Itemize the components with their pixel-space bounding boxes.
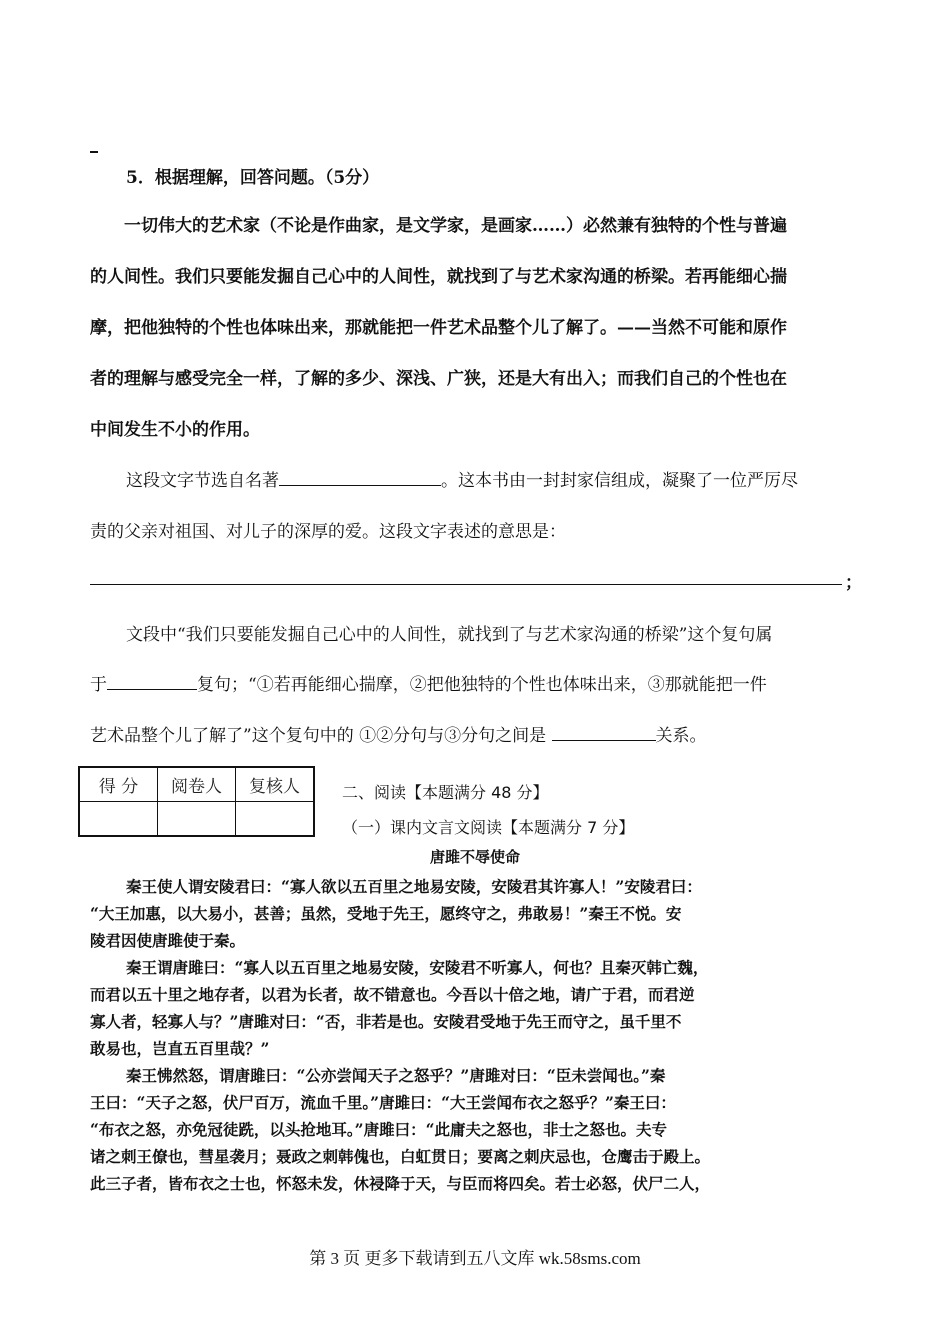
page-footer: 第 3 页 更多下载请到五八文库 wk.58sms.com — [309, 1249, 641, 1268]
grader-cell[interactable] — [158, 802, 236, 837]
classical-line-5: 而君以五十里之地存者，以君为长者，故不错意也。今吾以十倍之地，请广于君，而君逆 — [90, 985, 695, 1004]
classical-line-6: 寡人者，轻寡人与？”唐雎对曰：“否，非若是也。安陵君受地于先王而守之，虽千里不 — [90, 1012, 682, 1031]
passage-title: 唐雎不辱使命 — [429, 848, 520, 866]
score-table-header-row — [79, 767, 314, 802]
question-5-heading: 5．根据理解，回答问题。（5分） — [126, 168, 380, 188]
score-table — [78, 766, 315, 837]
section-2-heading: 二、阅读【本题满分 48 分】 — [342, 783, 549, 802]
answer-semicolon: ； — [845, 573, 862, 593]
classical-line-7: 敢易也，岂直五百里哉？” — [90, 1039, 270, 1058]
question-line-5-text-b: 关系。 — [655, 726, 707, 746]
classical-line-10: “布衣之怒，亦免冠徒跣，以头抢地耳。”唐雎曰：“此庸夫之怒也，非士之怒也。夫专 — [90, 1120, 667, 1139]
reviewer-cell[interactable] — [236, 802, 315, 837]
margin-mark — [90, 151, 98, 153]
question-line-5 — [90, 721, 707, 746]
book-title-blank[interactable] — [279, 471, 441, 486]
classical-line-4: 秦王谓唐雎曰：“寡人以五百里之地易安陵，安陵君不听寡人，何也？且秦灭韩亡魏， — [126, 958, 709, 977]
passage-line-2: 的人间性。我们只要能发掘自己心中的人间性，就找到了与艺术家沟通的桥梁。若再能细心揣 — [90, 267, 787, 287]
relation-blank[interactable] — [552, 726, 656, 741]
section-2-subheading: （一）课内文言文阅读【本题满分 7 分】 — [342, 818, 635, 837]
question-line-1 — [126, 466, 798, 491]
passage-line-1: 一切伟大的艺术家（不论是作曲家，是文学家，是画家……）必然兼有独特的个性与普遍 — [124, 216, 787, 236]
question-line-2: 责的父亲对祖国、对儿子的深厚的爱。这段文字表述的意思是： — [90, 522, 566, 542]
reviewer-header: 复核人 — [236, 767, 315, 802]
classical-line-2: “大王加惠，以大易小，甚善；虽然，受地于先王，愿终守之，弗敢易！”秦王不悦。安 — [90, 904, 682, 923]
question-line-4-text-a: 于 — [90, 675, 107, 695]
score-header: 得 分 — [79, 767, 158, 802]
classical-line-1: 秦王使人谓安陵君曰：“寡人欲以五百里之地易安陵，安陵君其许寡人！”安陵君曰： — [126, 877, 702, 896]
passage-line-4: 者的理解与感受完全一样，了解的多少、深浅、广狭，还是大有出入；而我们自己的个性也在 — [90, 369, 787, 389]
question-line-5-text-a: 艺术品整个儿了解了”这个复句中的 ①②分句与③分句之间是 — [90, 726, 552, 746]
classical-line-8: 秦王怫然怒，谓唐雎曰：“公亦尝闻天子之怒乎？”唐雎对曰：“臣未尝闻也。”秦 — [126, 1066, 666, 1085]
score-cell[interactable] — [79, 802, 158, 837]
question-line-3: 文段中“我们只要能发掘自己心中的人间性，就找到了与艺术家沟通的桥梁”这个复句属 — [126, 625, 773, 645]
question-line-1-text-a: 这段文字节选自名著 — [126, 471, 279, 491]
question-line-4 — [90, 670, 767, 695]
passage-line-5: 中间发生不小的作用。 — [90, 420, 260, 440]
sentence-type-blank[interactable] — [107, 675, 197, 690]
classical-line-9: 王曰：“天子之怒，伏尸百万，流血千里。”唐雎曰：“大王尝闻布衣之怒乎？”秦王曰： — [90, 1093, 676, 1112]
question-line-4-text-b: 复句；“①若再能细心揣摩，②把他独特的个性也体味出来，③那就能把一件 — [197, 675, 767, 695]
passage-line-3: 摩，把他独特的个性也体味出来，那就能把一件艺术品整个儿了解了。——当然不可能和原作 — [90, 318, 787, 338]
classical-line-12: 此三子者，皆布衣之士也，怀怒未发，休祲降于天，与臣而将四矣。若士必怒，伏尸二人， — [90, 1174, 711, 1193]
classical-line-11: 诸之刺王僚也，彗星袭月；聂政之刺韩傀也，白虹贯日；要离之刺庆忌也，仓鹰击于殿上。 — [90, 1147, 711, 1166]
grader-header: 阅卷人 — [158, 767, 236, 802]
question-line-1-text-b: 。这本书由一封封家信组成，凝聚了一位严厉尽 — [441, 471, 798, 491]
classical-line-3: 陵君因使唐雎使于秦。 — [90, 931, 246, 950]
answer-line[interactable] — [90, 584, 842, 585]
score-table-input-row — [79, 802, 314, 837]
